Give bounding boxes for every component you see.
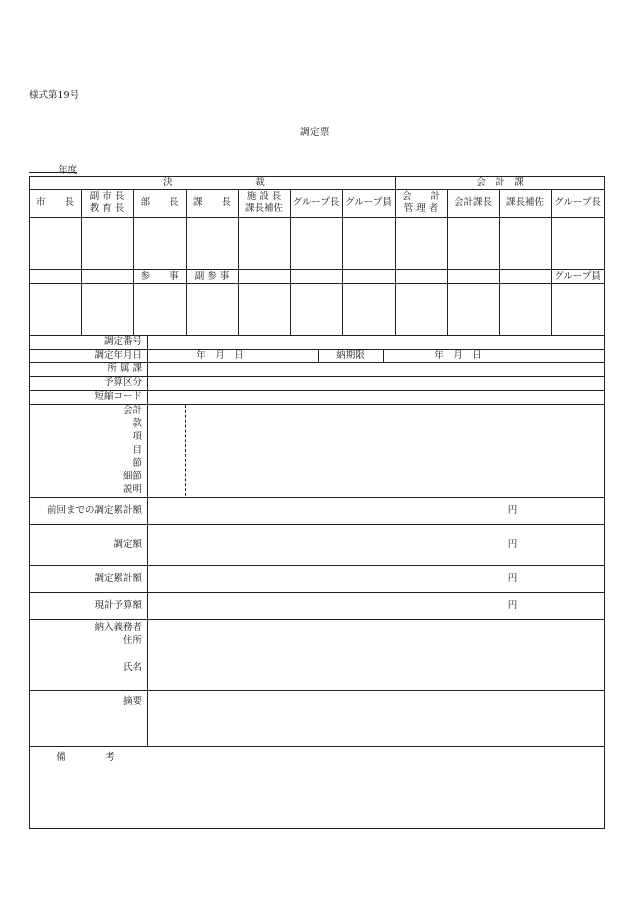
- fiscal-year-label: 年度: [57, 165, 77, 176]
- account-item-label: 節: [132, 457, 142, 469]
- approval-column-line: [551, 189, 552, 336]
- account-item-label: 項: [132, 431, 142, 443]
- approval-column-title: 市 長: [35, 197, 74, 208]
- approval-column-line: [133, 189, 134, 336]
- chotei-date-field: 年 月 日: [196, 350, 244, 361]
- amount-row-line: [29, 565, 605, 566]
- remarks-label-bi: 備: [56, 752, 66, 763]
- approval-column-title: 副 市 長 教 育 長: [89, 191, 125, 214]
- previous-total-label: 前回までの調定累計額: [46, 505, 142, 516]
- approval-column-title: 課長補佐: [505, 197, 544, 208]
- shozoku-ka-label: 所 属 課: [107, 363, 142, 374]
- yen-label: 円: [507, 573, 518, 584]
- form-number: 様式第19号: [29, 90, 80, 101]
- group-member-label: グループ員: [554, 271, 601, 282]
- kessai-label-right: 裁: [255, 177, 265, 188]
- table-bottom-border: [29, 828, 605, 829]
- approval-column-line: [186, 189, 187, 336]
- payer-title-label: 納入義務者: [94, 622, 142, 633]
- payer-name-label: 氏名: [122, 662, 142, 673]
- approval-column-title: グループ長: [292, 197, 340, 208]
- fiscal-year-underline: [29, 172, 77, 173]
- date-divider-2: [383, 349, 384, 363]
- account-item-label: 目: [132, 444, 142, 456]
- approval-column-line: [290, 189, 291, 336]
- fuku-sanji-label: 副 参 事: [194, 271, 230, 282]
- yen-label: 円: [507, 539, 518, 550]
- account-item-label: 会計: [122, 405, 142, 416]
- chotei-nengappi-label: 調定年月日: [94, 350, 142, 361]
- chotei-ruikei-label: 調定累計額: [94, 573, 142, 584]
- approval-column-title: グループ長: [554, 197, 601, 208]
- yen-label: 円: [507, 600, 518, 611]
- approval-column-title: 施 設 長 課長補佐: [244, 191, 283, 214]
- approval-column-line: [342, 189, 343, 336]
- genkei-yosan-label: 現計予算額: [94, 600, 142, 611]
- subtitle-row-bottom: [29, 283, 605, 284]
- account-dashed-divider: [185, 405, 186, 496]
- title-row-bottom: [29, 217, 605, 218]
- summary-row-bottom: [29, 746, 605, 747]
- approval-column-line: [499, 189, 500, 336]
- amount-row-line: [29, 497, 605, 498]
- summary-label: 摘要: [122, 696, 142, 707]
- approval-column-title: 部 長: [140, 197, 179, 208]
- approval-column-title: 会 計 管 理 者: [401, 191, 440, 214]
- tanshuku-code-label: 短縮コード: [94, 391, 142, 402]
- approval-column-title: グループ員: [345, 197, 392, 208]
- amount-row-line: [29, 619, 605, 620]
- yosan-kubun-label: 予算区分: [103, 377, 142, 388]
- approval-header-line: [29, 189, 605, 190]
- approval-column-title: 会計課長: [453, 197, 492, 208]
- payer-address-label: 住所: [122, 635, 142, 646]
- noki-gen-label: 納期限: [336, 350, 365, 361]
- right-border: [604, 176, 605, 829]
- payer-row-bottom: [29, 690, 605, 691]
- amount-row-line: [29, 592, 605, 593]
- stamp-row-bottom: [29, 269, 605, 270]
- label-column-divider: [147, 335, 148, 747]
- amount-row-line: [29, 524, 605, 525]
- chotei-gaku-label: 調定額: [113, 539, 142, 550]
- deadline-date-field: 年 月 日: [434, 350, 482, 361]
- yen-label: 円: [507, 505, 518, 516]
- kessai-label: 決: [163, 177, 173, 188]
- remarks-label-ko: 考: [105, 752, 115, 763]
- approval-column-line: [447, 189, 448, 336]
- account-item-label: 款: [132, 418, 142, 430]
- left-border: [29, 176, 30, 829]
- approval-column-title: 課 長: [192, 197, 231, 208]
- kaikei-group-label: 会 計 課: [476, 177, 524, 188]
- account-item-label: 説明: [122, 484, 142, 496]
- sanji-label: 参 事: [140, 271, 179, 282]
- document-title: 調定票: [299, 127, 330, 138]
- chotei-bango-label: 調定番号: [103, 336, 142, 347]
- account-item-label: 細節: [122, 471, 142, 482]
